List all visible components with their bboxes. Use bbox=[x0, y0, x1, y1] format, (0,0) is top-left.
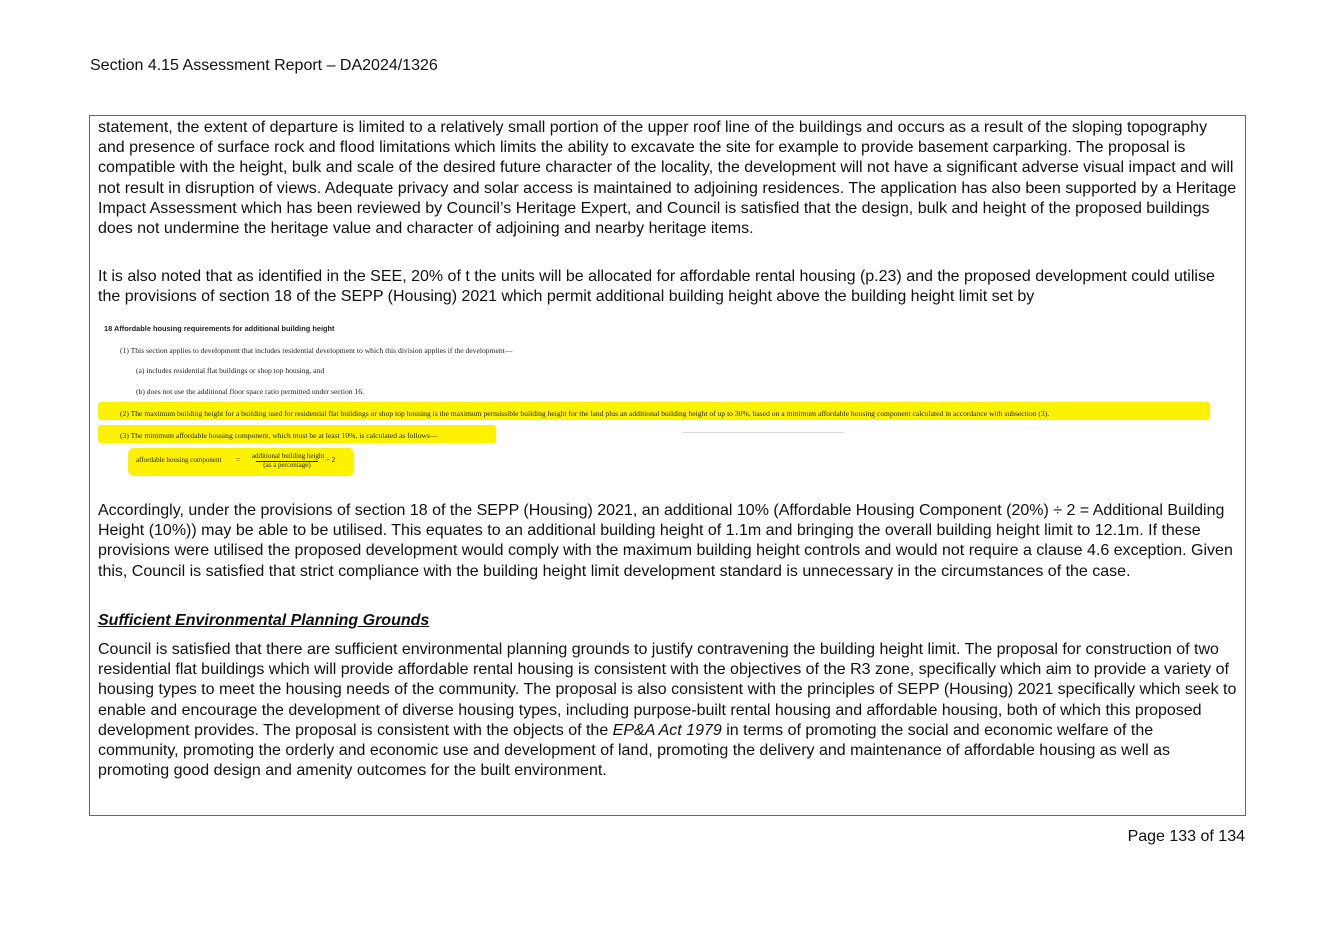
excerpt-subsection-2: (2) The maximum building height for a building used for residential flat buildings or shop top housing is the maximum permissible building height for the land plus an additional building height of up to 30%, based on a minimum affordable housing component calculated in accordance with subsection (3). bbox=[120, 409, 1050, 418]
page-number: Page 133 of 134 bbox=[1127, 828, 1245, 845]
excerpt-item-a: (a) includes residential flat buildings or shop top housing, and bbox=[136, 366, 325, 375]
paragraph-departure-statement: statement, the extent of departure is limited to a relatively small portion of the upper roof line of the buildings and occurs as a result of the sloping topography and presence of surface rock and flood limitations which limits the ability to excavate the site for example to provide basement carparking. The proposal is compatible with the height, bulk and scale of the desired future character of the locality, the development will not have a significant adverse visual impact and will not result in disruption of views. Adequate privacy and solar access is maintained to adjoining residences. The application has also been supported by a Heritage Impact Assessment which has been reviewed by Council’s Heritage Expert, and Council is satisfied that the design, bulk and height of the proposed buildings does not undermine the heritage value and character of adjoining and nearby heritage items. bbox=[98, 119, 1237, 238]
report-header-title: Section 4.15 Assessment Report – DA2024/1326 bbox=[90, 57, 438, 74]
formula-lhs: affordable housing component bbox=[136, 456, 222, 464]
assessment-content-box bbox=[89, 115, 1246, 816]
formula-denominator: (as a percentage) bbox=[263, 461, 311, 469]
paragraph-section-18-analysis: Accordingly, under the provisions of section 18 of the SEPP (Housing) 2021, an additional 10% (Affordable Housing Component (20%) ÷ 2 = Additional Building Height (10%)) may be able to be utilised. This equates to an additional building height of 1.1m and bringing the overall building height limit to 12.1m. If these provisions were utilised the proposed development would comply with the maximum building height controls and would not require a clause 4.6 exception. Given this, Council is satisfied that strict compliance with the building height limit development standard is unnecessary in the circumstances of the case. bbox=[98, 502, 1233, 580]
formula-divisor: ÷ 2 bbox=[326, 456, 336, 464]
excerpt-subsection-3: (3) The minimum affordable housing component, which must be at least 10%, is calculated as follows— bbox=[120, 431, 438, 440]
paragraph-environmental-grounds bbox=[98, 640, 1238, 781]
paragraph-environmental-grounds-part2: in terms of promoting the social and economic welfare of the community, promoting the orderly and economic use and development of land, promoting the delivery and maintenance of affordable housing as well as promoting good design and amenity outcomes for the built environment. bbox=[98, 721, 1171, 780]
formula-equals: = bbox=[236, 456, 240, 464]
excerpt-subsection-1: (1) This section applies to development that includes residential development to which this division applies if the development— bbox=[120, 346, 513, 355]
paragraph-environmental-grounds-part1: Council is satisfied that there are sufficient environmental planning grounds to justify contravening the building height limit. The proposal for construction of two residential flat buildings which will provide affordable rental housing is consistent with the objectives of the R3 zone, specifically which aim to provide a variety of housing types to meet the housing needs of the community. The proposal is also consistent with the principles of SEPP (Housing) 2021 specifically which seek to enable and encourage the development of diverse housing types, including purpose-built rental housing and affordable housing, both of which this proposed development provides. The proposal is consistent with the objects of the bbox=[98, 641, 1237, 739]
act-name-italic: EP&A Act 1979 bbox=[612, 721, 722, 739]
heading-sufficient-grounds: Sufficient Environmental Planning Grounds bbox=[98, 612, 430, 629]
sepp-section-18-excerpt bbox=[104, 320, 1219, 476]
formula-numerator: additional building height bbox=[252, 452, 325, 460]
excerpt-item-b: (b) does not use the additional floor space ratio permitted under section 16. bbox=[136, 387, 364, 396]
excerpt-title: 18 Affordable housing requirements for additional building height bbox=[104, 324, 335, 333]
paragraph-affordable-housing-note: It is also noted that as identified in the SEE, 20% of t the units will be allocated for affordable rental housing (p.23) and the proposed development could utilise the provisions of section 18 of the SEPP (Housing) 2021 which permit additional building height above the building height limit set by bbox=[98, 268, 1215, 306]
